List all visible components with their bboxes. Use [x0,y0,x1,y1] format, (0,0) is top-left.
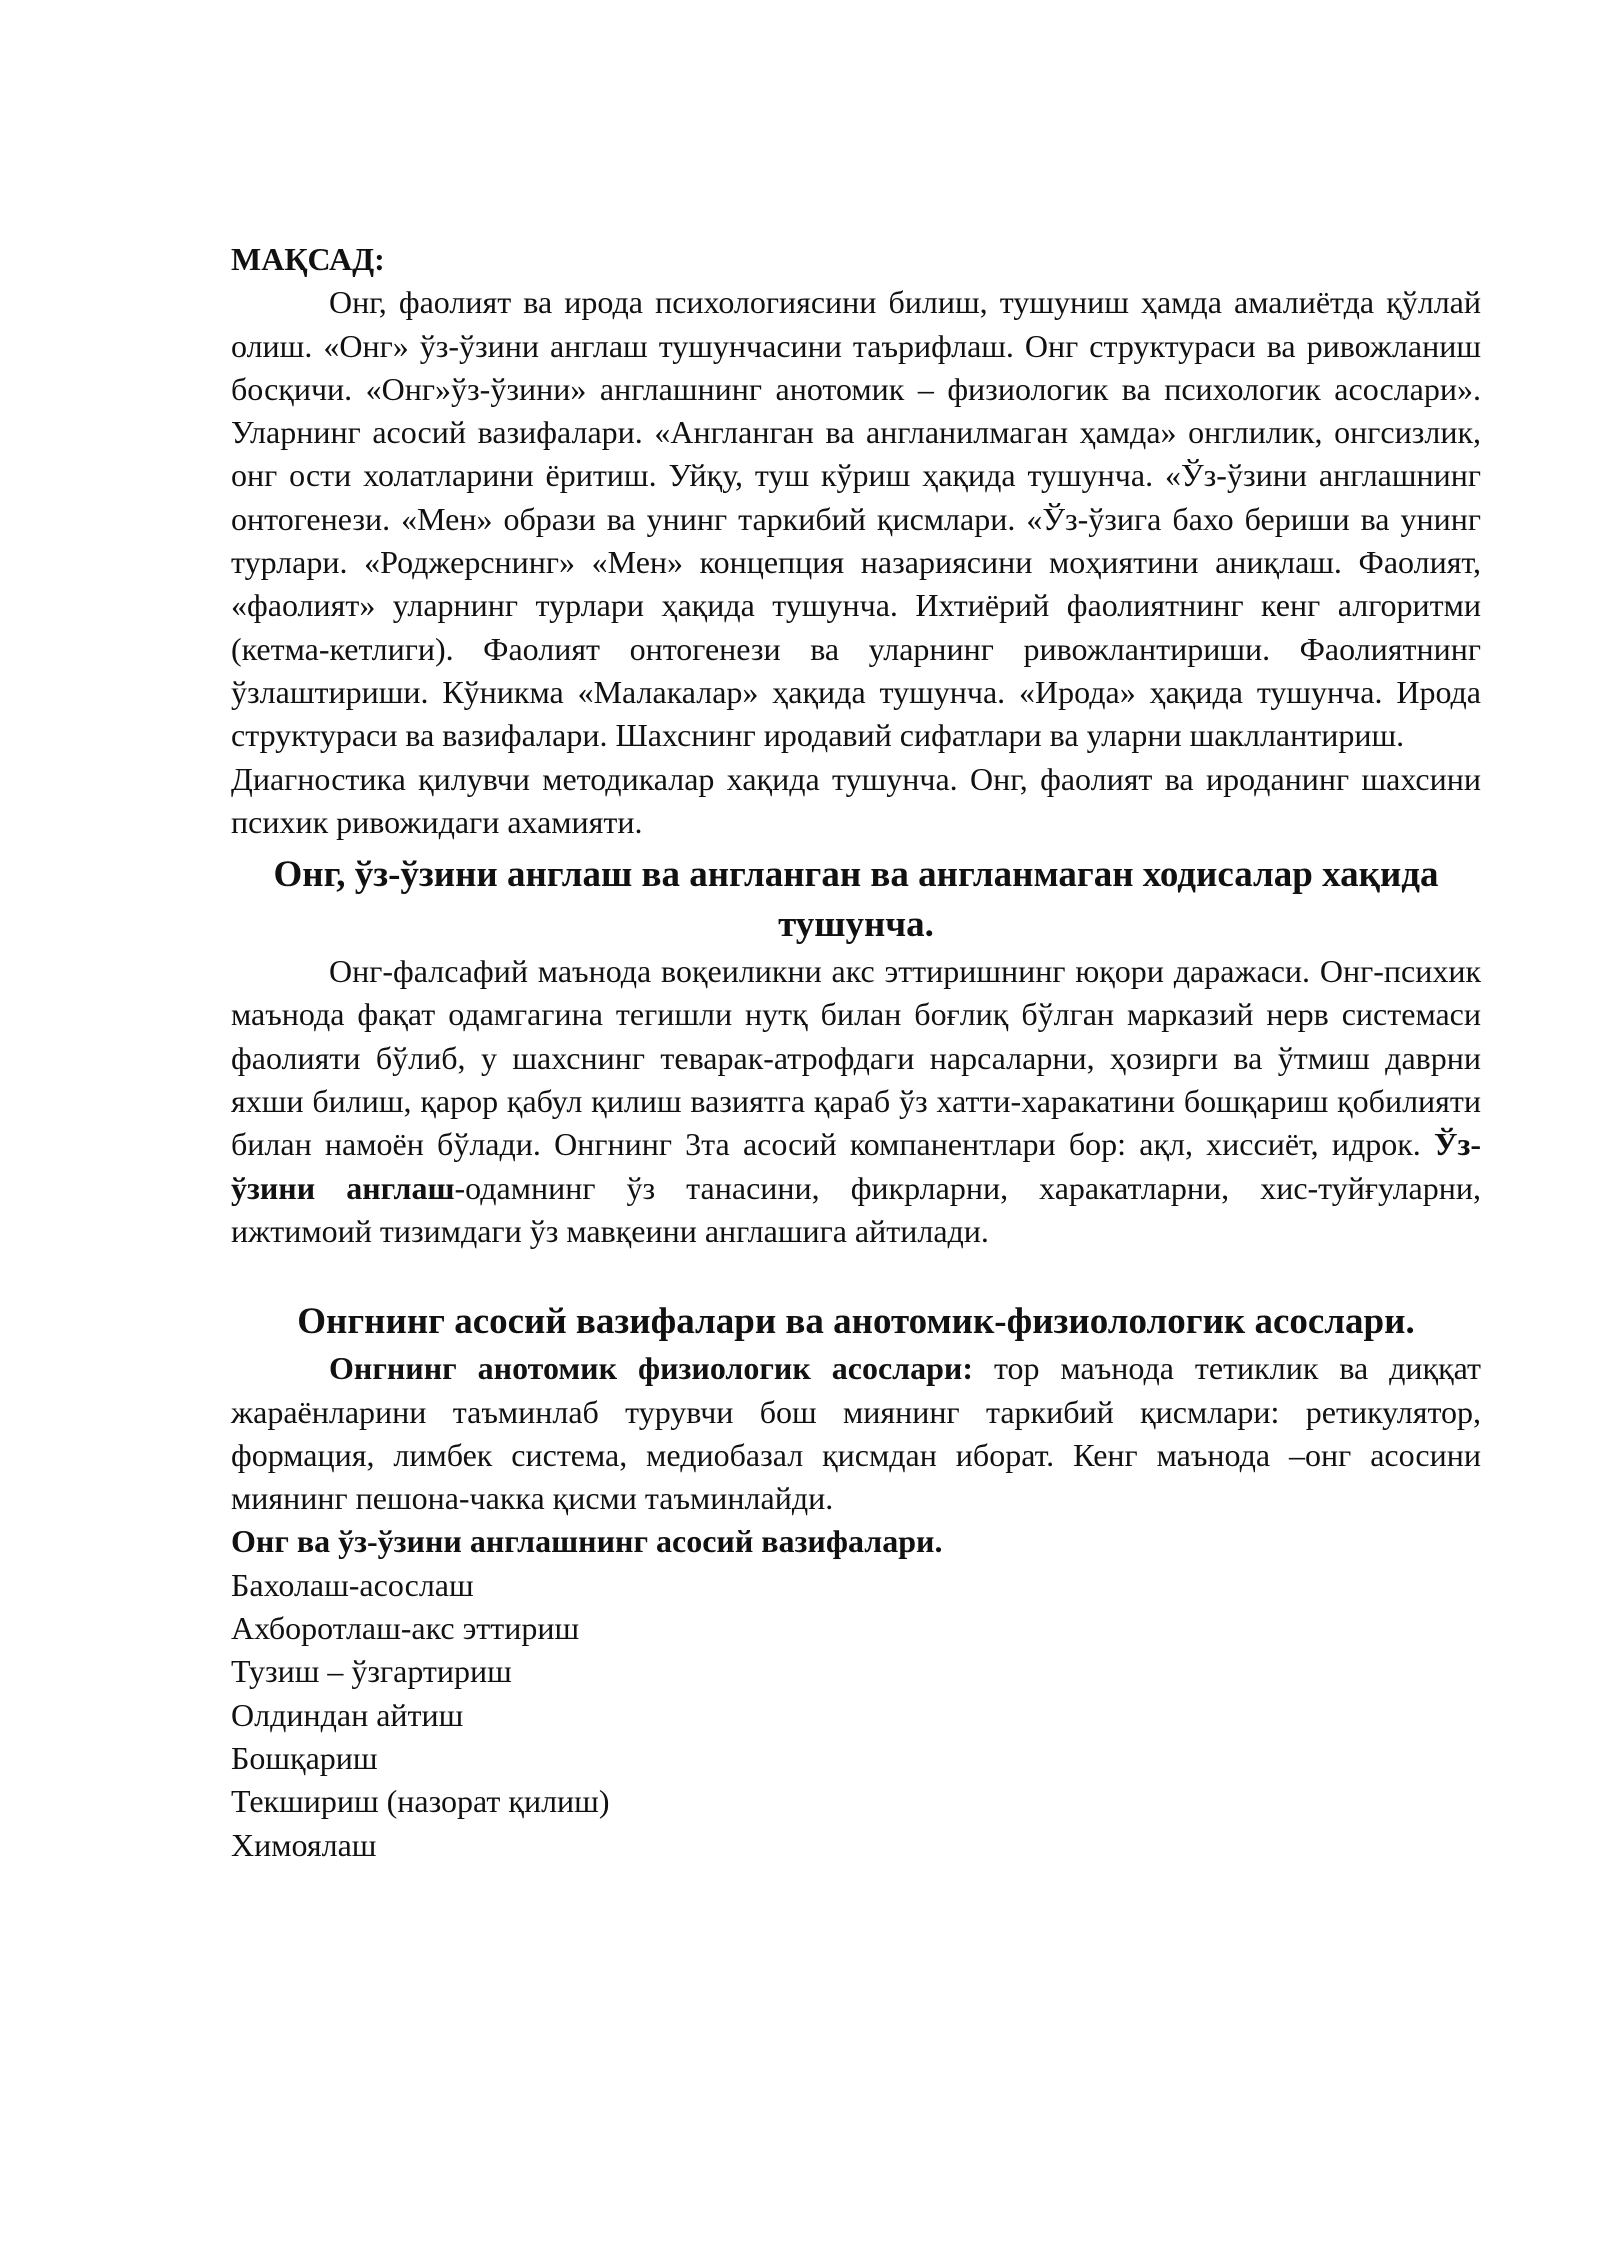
goal-paragraph: Онг, фаолият ва ирода психологиясини билиш, тушуниш ҳамда амалиётда қўллай олиш. «Онг» ўз-ўзини англаш тушунчасини таърифлаш. Онг структураси ва ривожланиш босқичи. «Онг»ўз-ўзини» англашнинг анотомик – физиологик ва психологик асослари». Уларнинг асосий вазифалари. «Англанган ва англанилмаган ҳамда» онглилик, онгсизлик, онг ости холатларини ёритиш. Уйқу, туш кўриш ҳақида тушунча. «Ўз-ўзини англашнинг онтогенези. «Мен» образи ва унинг таркибий қисмлари. «Ўз-ўзига бахо бериши ва унинг турлари. «Роджерснинг» «Мен» концепция назариясини моҳиятини аниқлаш. Фаолият, «фаолият» уларнинг турлари ҳақида тушунча. Ихтиёрий фаолиятнинг кенг алгоритми (кетма-кетлиги). Фаолият онтогенези ва уларнинг ривожлантириши. Фаолиятнинг ўзлаштириши. Кўникма «Малакалар» ҳақида тушунча. «Ирода» ҳақида тушунча. Ирода структураси ва вазифалари. Шахснинг иродавий сифатлари ва уларни шакллантириш. [231,284,1481,754]
functions-heading: Онг ва ўз-ўзини англашнинг асосий вазифалари. [231,1523,943,1560]
anatomy-lead: Онгнинг анотомик физиологик асослари: [329,1350,973,1387]
functions-list [231,1564,1481,1867]
goal-paragraph-2: Диагностика қилувчи методикалар хақида тушунча. Онг, фаолият ва ироданинг шахсини психик ривожидаги ахамияти. [231,760,1481,840]
section-title-functions: Онгнинг асосий вазифалари ва анотомик-физиолологик асослари. [297,1301,1415,1343]
anatomy-text: тор маънода тетиклик ва диққат жараёнларини таъминлаб турувчи бош миянинг таркибий қисмлари: ретикулятор, формация, лимбек система, медиобазал қисмдан иборат. Кенг маънода –онг асосини миянинг пешона-чакка қисми таъминлайди. [231,1350,1482,1517]
list-item: Бошқариш [231,1739,378,1776]
list-item: Олдиндан айтиш [231,1696,464,1733]
list-item: Бахолаш-асослаш [231,1566,474,1603]
anatomy-paragraph [231,1347,1481,1520]
section-title-consciousness: Онг, ўз-ўзини англаш ва англанган ва англанмаган ходисалар хақида тушунча. [273,854,1439,946]
consciousness-paragraph-start: Онг-фалсафий маънода воқеиликни акс эттиришнинг юқори даражаси. Онг-психик маънода фақат одамгагина тегишли нутқ билан боғлиқ бўлган марказий нерв системаси фаолияти бўлиб, у шахснинг теварак-атрофдаги нарсаларни, ҳозирги ва ўтмиш даврни яхши билиш, қарор қабул қилиш вазиятга қараб ўз хатти-харакатини бошқариш қобилияти билан намоён бўлади. Онгнинг 3та асосий компанентлари бор: ақл, хиссиёт, идрок. [231,953,1481,1163]
list-item: Химоялаш [231,1826,377,1863]
list-item: Тузиш – ўзгартириш [231,1653,512,1690]
document-page [231,238,1481,1867]
self-awareness-term: Ўз-ўзини англаш [231,1126,1482,1206]
consciousness-paragraph [231,950,1481,1253]
consciousness-paragraph-end: -одамнинг ўз танасини, фикрларни, харакатларни, хис-туйғуларни, ижтимоий тизимдаги ўз мавқеини англашига айтилади. [231,1169,1482,1249]
list-item: Ахборотлаш-акс эттириш [231,1610,580,1647]
list-item: Текшириш (назорат қилиш) [231,1783,610,1820]
goal-label: МАҚСАД: [231,241,385,277]
